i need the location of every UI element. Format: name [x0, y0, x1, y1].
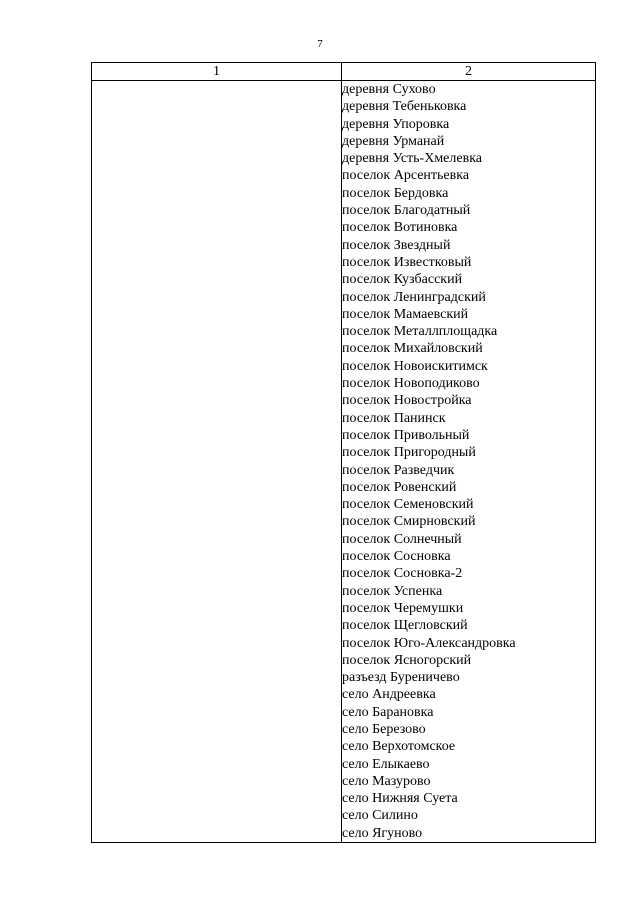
list-item: село Верхотомское: [342, 739, 456, 755]
table-header-row: [92, 63, 596, 81]
list-item: село Елыкаево: [342, 756, 430, 772]
list-item: поселок Солнечный: [342, 531, 462, 547]
list-item: поселок Благодатный: [342, 203, 471, 219]
list-item: поселок Известковый: [342, 254, 472, 270]
list-item: село Мазурово: [342, 773, 431, 789]
list-item: поселок Кузбасский: [342, 272, 463, 288]
list-item: село Нижняя Суета: [342, 791, 458, 807]
list-item: село Барановка: [342, 704, 434, 720]
list-item: поселок Звездный: [342, 237, 451, 253]
list-item: деревня Урманай: [342, 133, 445, 149]
column-header-1: 1: [92, 63, 342, 81]
list-item: поселок Металлплощадка: [342, 324, 498, 340]
list-item: поселок Ровенский: [342, 479, 457, 495]
list-item: поселок Панинск: [342, 410, 446, 426]
list-item: поселок Бердовка: [342, 185, 449, 201]
list-item: поселок Новостройка: [342, 393, 472, 409]
list-item: село Березово: [342, 721, 426, 737]
list-item: поселок Сосновка: [342, 549, 451, 565]
list-item: поселок Ясногорский: [342, 652, 472, 668]
list-item: поселок Разведчик: [342, 462, 455, 478]
list-item: поселок Новоискитимск: [342, 358, 488, 374]
list-item: деревня Сухово: [342, 82, 436, 97]
list-item: поселок Новоподиково: [342, 376, 480, 392]
list-item: поселок Вотиновка: [342, 220, 458, 236]
list-item: деревня Тебеньковка: [342, 99, 467, 115]
list-item: поселок Смирновский: [342, 514, 476, 530]
table-row: [92, 81, 596, 843]
page-number: 7: [317, 38, 323, 50]
list-item: деревня Усть-Хмелевка: [342, 151, 482, 167]
list-item: село Андреевка: [342, 687, 436, 703]
column-header-2: 2: [342, 63, 596, 81]
list-item: поселок Мамаевский: [342, 306, 469, 322]
list-item: поселок Сосновка-2: [342, 566, 463, 582]
column-2-cell: [342, 81, 596, 843]
list-item: поселок Арсентьевка: [342, 168, 470, 184]
list-item: разъезд Буреничево: [342, 670, 460, 686]
list-item: поселок Ленинградский: [342, 289, 486, 305]
list-item: поселок Привольный: [342, 427, 470, 443]
list-item: поселок Черемушки: [342, 600, 464, 616]
list-item: поселок Успенка: [342, 583, 443, 599]
settlement-list: [342, 81, 595, 842]
list-item: поселок Пригородный: [342, 445, 476, 461]
list-item: село Ягуново: [342, 825, 423, 841]
column-1-cell: [92, 81, 342, 843]
settlements-table: [91, 62, 596, 843]
list-item: деревня Упоровка: [342, 116, 450, 132]
list-item: поселок Щегловский: [342, 618, 468, 634]
list-item: село Силино: [342, 808, 418, 824]
list-item: поселок Семеновский: [342, 497, 474, 513]
list-item: поселок Михайловский: [342, 341, 483, 357]
list-item: поселок Юго-Александровка: [342, 635, 516, 651]
